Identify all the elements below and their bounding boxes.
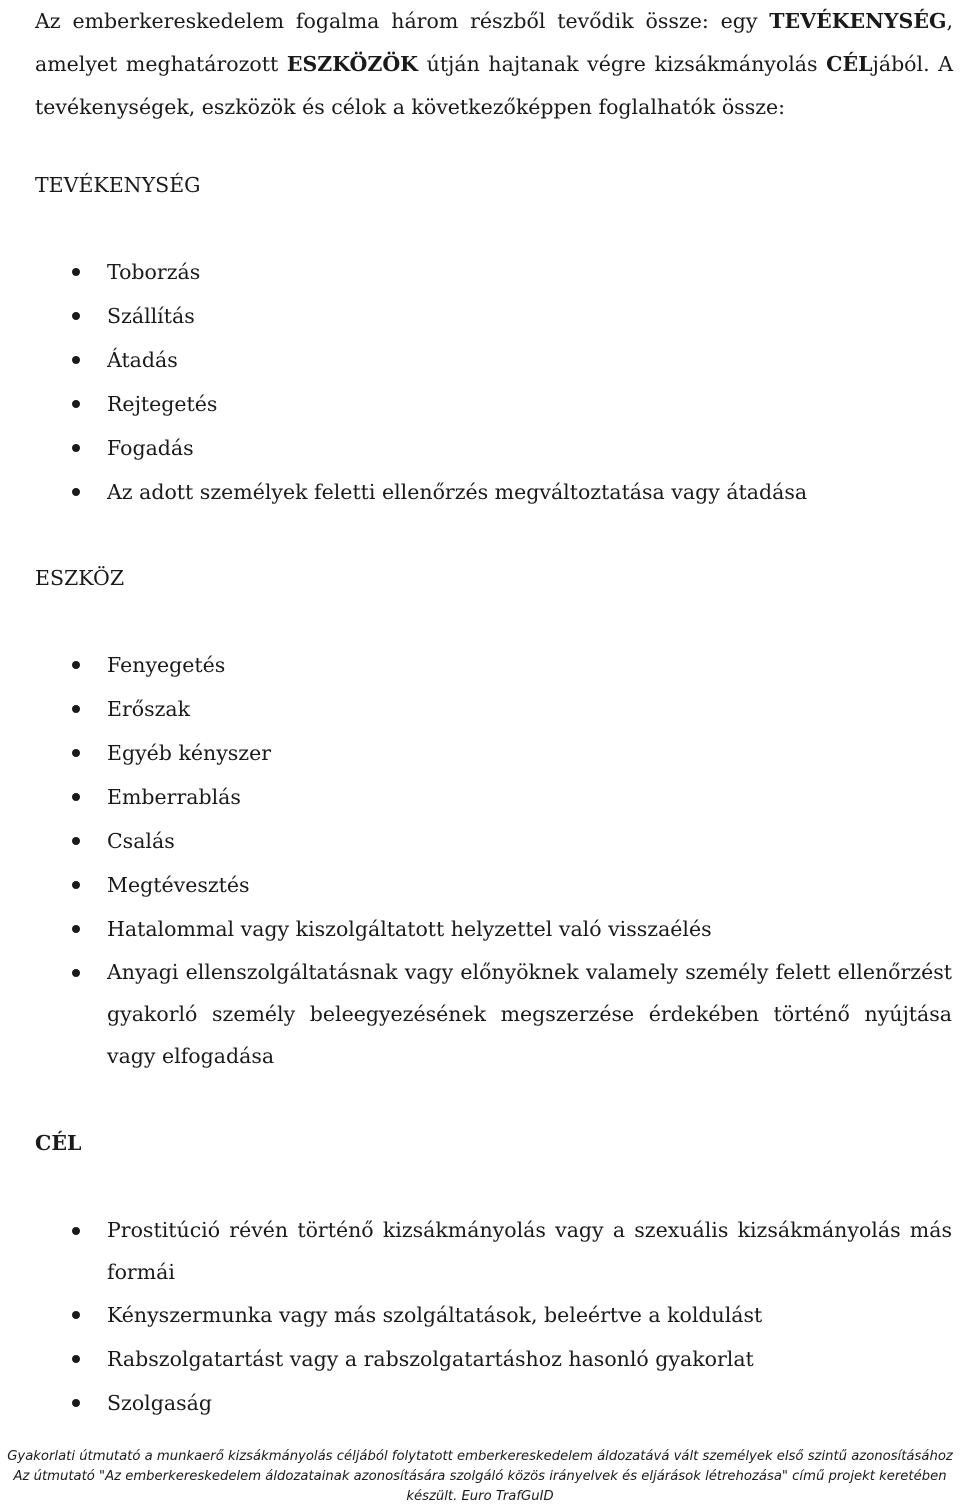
footer-line: Az útmutató "Az emberkereskedelem áldozatainak azonosítására szolgáló közös irányelvek és eljárások létrehozása" című projekt keretében: [13, 1469, 947, 1484]
bullet-icon: [72, 356, 80, 364]
intro-paragraph: [35, 0, 953, 129]
section-heading-means: ESZKÖZ: [35, 566, 125, 590]
bullet-icon: [72, 1399, 80, 1407]
bullet-icon: [72, 969, 80, 977]
list-item-text: Átadás: [107, 348, 178, 372]
list-item: [0, 470, 960, 514]
list-item-text: Rejtegetés: [107, 392, 218, 416]
section-heading-activity: TEVÉKENYSÉG: [35, 173, 201, 197]
list-item-text: Emberrablás: [107, 785, 241, 809]
bullet-icon: [72, 488, 80, 496]
bullet-icon: [72, 793, 80, 801]
bullet-icon: [72, 400, 80, 408]
bullet-icon: [72, 705, 80, 713]
list-item-text: Szállítás: [107, 304, 195, 328]
intro-text-3: útján hajtanak végre kizsákmányolás: [418, 52, 827, 76]
section-heading-purpose: CÉL: [35, 1131, 82, 1155]
list-item-text: Szolgaság: [107, 1391, 212, 1415]
list-item-text: Toborzás: [107, 260, 201, 284]
list-item: [0, 1381, 960, 1425]
bullet-icon: [72, 268, 80, 276]
bullet-icon: [72, 925, 80, 933]
bullet-icon: [72, 312, 80, 320]
purpose-list: [0, 1209, 960, 1425]
footer-line: Gyakorlati útmutató a munkaerő kizsákmányolás céljából folytatott emberkereskedelem áldozatává vált személyek első szintű azonosításához: [7, 1449, 953, 1464]
intro-term-purpose: CÉL: [826, 52, 873, 76]
intro-text-4: jából. A tevékenységek, eszközök és célok a következőképpen foglalhatók össze:: [35, 52, 954, 119]
list-item: [0, 863, 960, 907]
intro-text-1: Az emberkereskedelem fogalma három részből tevődik össze: egy: [35, 9, 770, 33]
bullet-icon: [72, 1227, 80, 1235]
list-item: [0, 819, 960, 863]
intro-term-activity: TEVÉKENYSÉG: [769, 9, 947, 33]
means-list: [0, 643, 960, 1077]
page-footer: [0, 1447, 960, 1507]
list-item: [0, 907, 960, 951]
list-item-text: Kényszermunka vagy más szolgáltatások, beleértve a koldulást: [107, 1303, 763, 1327]
list-item-text: Anyagi ellenszolgáltatásnak vagy előnyöknek valamely személy felett ellenőrzést gyakorló személy beleegyezésének megszerzése érdekében történő nyújtása vagy elfogadása: [107, 960, 952, 1068]
list-item: [0, 1293, 960, 1337]
list-item: [0, 775, 960, 819]
list-item-text: Rabszolgatartást vagy a rabszolgatartáshoz hasonló gyakorlat: [107, 1347, 754, 1371]
list-item: [0, 338, 960, 382]
bullet-icon: [72, 837, 80, 845]
list-item: [0, 643, 960, 687]
footer-line: készült. Euro TrafGuID: [406, 1489, 554, 1504]
list-item-text: Erőszak: [107, 697, 191, 721]
list-item: [0, 426, 960, 470]
list-item: [0, 1209, 960, 1293]
list-item: [0, 382, 960, 426]
bullet-icon: [72, 444, 80, 452]
bullet-icon: [72, 661, 80, 669]
bullet-icon: [72, 881, 80, 889]
list-item: [0, 250, 960, 294]
list-item: [0, 294, 960, 338]
intro-term-means: ESZKÖZÖK: [286, 52, 419, 76]
list-item-text: Fenyegetés: [107, 653, 226, 677]
intro-text-2: , amelyet meghatározott: [35, 9, 953, 76]
list-item: [0, 951, 960, 1077]
list-item: [0, 1337, 960, 1381]
bullet-icon: [72, 749, 80, 757]
list-item-text: Fogadás: [107, 436, 194, 460]
bullet-icon: [72, 1355, 80, 1363]
list-item: [0, 687, 960, 731]
list-item-text: Hatalommal vagy kiszolgáltatott helyzettel való visszaélés: [107, 917, 712, 941]
list-item-text: Prostitúció révén történő kizsákmányolás vagy a szexuális kizsákmányolás más formái: [107, 1218, 952, 1284]
activity-list: [0, 250, 960, 514]
list-item: [0, 731, 960, 775]
list-item-text: Az adott személyek feletti ellenőrzés megváltoztatása vagy átadása: [107, 480, 808, 504]
list-item-text: Megtévesztés: [107, 873, 250, 897]
bullet-icon: [72, 1311, 80, 1319]
list-item-text: Egyéb kényszer: [107, 741, 272, 765]
list-item-text: Csalás: [107, 829, 175, 853]
